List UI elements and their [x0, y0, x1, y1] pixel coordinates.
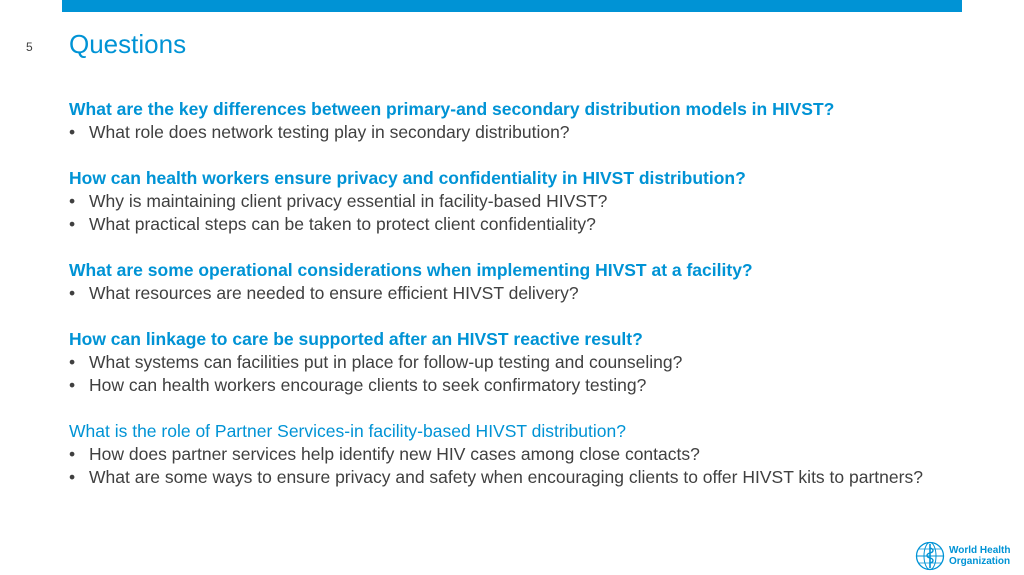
bullet-item — [69, 213, 949, 236]
bullet-icon: • — [69, 191, 76, 211]
bullet-item — [69, 374, 949, 397]
bullet-text: How can health workers encourage clients to seek confirmatory testing? — [89, 375, 647, 395]
bullet-icon: • — [69, 444, 76, 464]
bullet-icon: • — [69, 375, 76, 395]
who-logo — [915, 540, 1010, 572]
bullet-item — [69, 121, 949, 144]
question-section — [69, 259, 949, 305]
bullet-item — [69, 351, 949, 374]
bullet-item — [69, 466, 949, 489]
bullet-text: What systems can facilities put in place for follow-up testing and counseling? — [89, 352, 683, 372]
bullet-list — [69, 443, 949, 489]
bullet-icon: • — [69, 122, 76, 142]
who-wordmark-line1: World Health — [949, 545, 1011, 556]
question-section — [69, 328, 949, 397]
bullet-text: What resources are needed to ensure efficient HIVST delivery? — [89, 283, 579, 303]
bullet-item — [69, 443, 949, 466]
question-heading: How can linkage to care be supported after an HIVST reactive result? — [69, 329, 643, 349]
bullet-list — [69, 282, 949, 305]
bullet-text: What are some ways to ensure privacy and safety when encouraging clients to offer HIVST kits to partners? — [89, 467, 923, 487]
bullet-text: What practical steps can be taken to protect client confidentiality? — [89, 214, 596, 234]
bullet-list — [69, 351, 949, 397]
bullet-icon: • — [69, 352, 76, 372]
bullet-item — [69, 190, 949, 213]
question-section — [69, 98, 949, 144]
slide-number: 5 — [26, 40, 33, 54]
bullet-text: How does partner services help identify new HIV cases among close contacts? — [89, 444, 700, 464]
bullet-icon: • — [69, 214, 76, 234]
who-wordmark — [949, 545, 1010, 567]
question-heading: How can health workers ensure privacy and confidentiality in HIVST distribution? — [69, 168, 746, 188]
who-emblem-icon — [915, 541, 945, 571]
bullet-icon: • — [69, 467, 76, 487]
bullet-list — [69, 121, 949, 144]
question-heading: What are the key differences between primary-and secondary distribution models in HIVST? — [69, 99, 835, 119]
bullet-item — [69, 282, 949, 305]
who-wordmark-line2: Organization — [949, 556, 1011, 567]
top-accent-bar — [62, 0, 962, 12]
bullet-list — [69, 190, 949, 236]
question-heading: What is the role of Partner Services-in facility-based HIVST distribution? — [69, 421, 626, 441]
bullet-icon: • — [69, 283, 76, 303]
question-section — [69, 167, 949, 236]
question-heading: What are some operational considerations when implementing HIVST at a facility? — [69, 260, 753, 280]
questions-list — [69, 98, 949, 512]
question-section — [69, 420, 949, 489]
slide-title: Questions — [69, 29, 187, 59]
bullet-text: Why is maintaining client privacy essential in facility-based HIVST? — [89, 191, 608, 211]
bullet-text: What role does network testing play in secondary distribution? — [89, 122, 570, 142]
